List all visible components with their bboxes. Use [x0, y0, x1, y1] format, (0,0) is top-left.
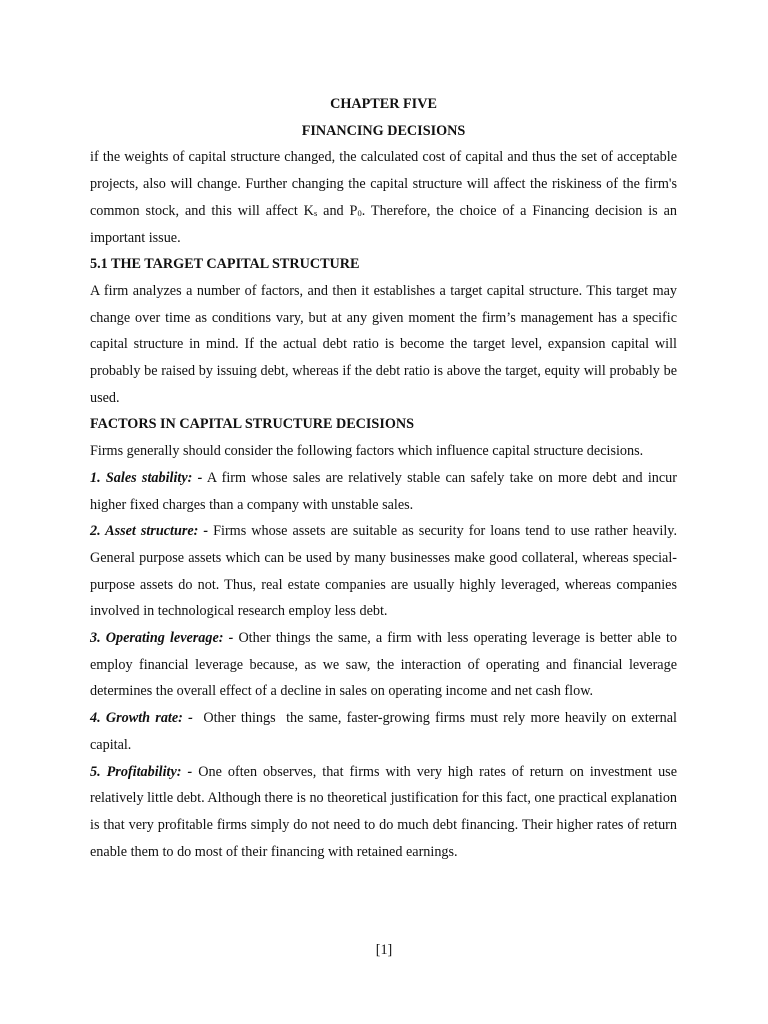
factor-text: A firm whose sales are relatively stable can safely take on more debt and incur higher fixed charges than a company with unstable sales.	[90, 469, 677, 513]
chapter-title: CHAPTER FIVE	[330, 96, 437, 112]
factor-lead: 3. Operating leverage: -	[90, 630, 234, 647]
factor-lead: 2. Asset structure: -	[90, 523, 209, 540]
document-page	[90, 91, 681, 865]
chapter-subtitle: FINANCING DECISIONS	[301, 122, 466, 139]
target-paragraph: A firm analyzes a number of factors, and then it establishes a target capital structure. This target may change over time as conditions vary, but at any given moment the firm’s management has a specific capital structure in mind. If the actual debt ratio is become the target level, expansion capital will probably be raised by issuing debt, whereas if the debt ratio is above the target, equity will probably be used.	[90, 282, 677, 406]
factors-intro: Firms generally should consider the following factors which influence capital structure decisions.	[90, 443, 644, 460]
factor-item	[90, 759, 677, 866]
factor-item	[90, 465, 677, 518]
factor-lead: 4. Growth rate: -	[90, 710, 193, 727]
section-heading-factors: FACTORS IN CAPITAL STRUCTURE DECISIONS	[90, 416, 415, 433]
p0-subscript: 0	[357, 207, 362, 218]
factor-text: Other things the same, faster-growing firms must rely more heavily on external capital.	[90, 710, 681, 753]
factor-lead: 5. Profitability: -	[90, 763, 193, 780]
intro-text-part2: and P	[317, 202, 358, 219]
page-number: [1]	[375, 942, 393, 958]
factor-lead: 1. Sales stability: -	[90, 469, 203, 486]
ks-subscript: s	[313, 207, 318, 218]
factor-text: One often observes, that firms with very high rates of return on investment use relatively little debt. Although there is no theoretical justification for this fact, one practical explanation is that very profitable firms simply do not need to do much debt financing. Their higher rates of return enable them to do most of their financing with retained earnings.	[90, 763, 678, 860]
factor-item	[90, 625, 677, 705]
factor-text: Firms whose assets are suitable as security for loans tend to use rather heavily. General purpose assets which can be used by many businesses make good collateral, whereas special-purpose assets do not. Thus, real estate companies are usually highly leveraged, whereas companies involved in technological research employ less debt.	[90, 523, 678, 620]
section-heading-target: 5.1 THE TARGET CAPITAL STRUCTURE	[90, 256, 360, 273]
intro-text-part1: if the weights of capital structure changed, the calculated cost of capital and thus the set of acceptable projects, also will change. Further changing the capital structure will affect the riskiness of the firm's common stock, and this will affect K	[90, 149, 677, 219]
intro-paragraph	[90, 144, 677, 251]
factor-item	[90, 518, 677, 625]
factor-text: Other things the same, a firm with less operating leverage is better able to employ financial leverage because, as we saw, the interaction of operating and financial leverage determines the overall effect of a decline in sales on operating income and net cash flow.	[90, 630, 677, 700]
factor-item	[90, 705, 681, 758]
intro-text-part3: . Therefore, the choice of a Financing decision is an important issue.	[90, 202, 677, 246]
